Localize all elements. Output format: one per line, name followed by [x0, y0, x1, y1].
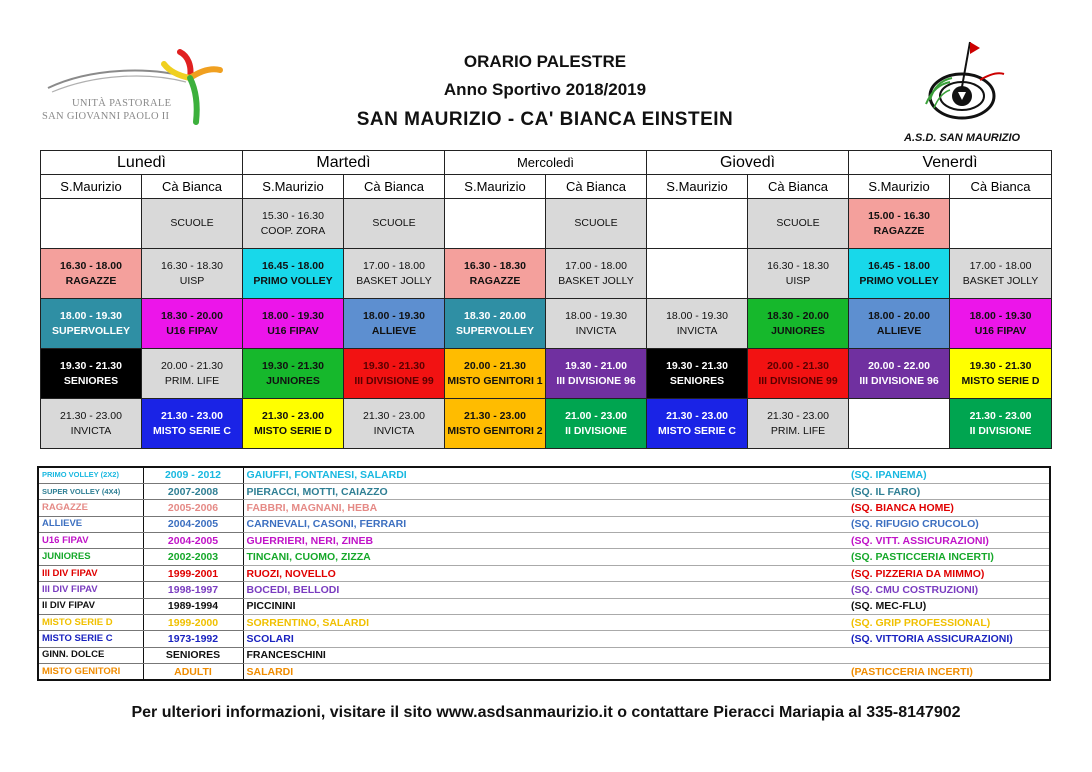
- pastorale-cross-icon: [40, 48, 225, 138]
- legend-coaches: TINCANI, CUOMO, ZIZZA: [243, 549, 848, 565]
- legend-row: [38, 664, 1050, 680]
- teams-legend: [37, 466, 1051, 681]
- slot-time: 20.00 - 21.30: [161, 359, 223, 372]
- slot-team: III DIVISIONE 99: [354, 374, 434, 387]
- legend-coaches: CARNEVALI, CASONI, FERRARI: [243, 516, 848, 532]
- slot-time: 17.00 - 18.00: [363, 259, 425, 272]
- slot-team: SENIORES: [63, 374, 119, 387]
- gym-header: Cà Bianca: [546, 175, 647, 199]
- legend-row: [38, 565, 1050, 581]
- day-header: Mercoledì: [445, 151, 647, 175]
- legend-row: [38, 598, 1050, 614]
- schedule-slot: [445, 399, 546, 449]
- legend-coaches: SORRENTINO, SALARDI: [243, 615, 848, 631]
- legend-coaches: SCOLARI: [243, 631, 848, 647]
- slot-time: 21.30 - 23.00: [969, 409, 1032, 422]
- legend-coaches: PIERACCI, MOTTI, CAIAZZO: [243, 483, 848, 499]
- logo-line-2: SAN GIOVANNI PAOLO II: [42, 111, 170, 122]
- legend-coaches: FABBRI, MAGNANI, HEBA: [243, 500, 848, 516]
- slot-team: ALLIEVE: [876, 324, 922, 337]
- schedule-slot: [445, 349, 546, 399]
- slot-time: 18.30 - 20.00: [767, 309, 829, 322]
- slot-team: SUPERVOLLEY: [456, 324, 534, 337]
- slot-time: 18.00 - 19.30: [363, 309, 425, 322]
- slot-time: 17.00 - 18.00: [969, 259, 1032, 272]
- schedule-row: [41, 299, 1052, 349]
- slot-time: 20.00 - 21.30: [464, 359, 526, 372]
- slot-team: III DIVISIONE 96: [556, 374, 636, 387]
- slot-time: 19.30 - 21.30: [262, 359, 324, 372]
- schedule-slot: [344, 299, 445, 349]
- legend-years: 1999-2000: [143, 615, 243, 631]
- slot-time: 18.00 - 19.30: [565, 309, 627, 322]
- slot-time: 21.30 - 23.00: [666, 409, 728, 422]
- schedule-slot: [950, 349, 1052, 399]
- slot-time: 21.30 - 23.00: [767, 409, 829, 422]
- legend-coaches: PICCININI: [243, 598, 848, 614]
- slot-team: ALLIEVE: [371, 324, 417, 337]
- legend-team: MISTO SERIE D: [38, 615, 143, 631]
- legend-sponsor: (SQ. RIFUGIO CRUCOLO): [848, 516, 1050, 532]
- legend-team: RAGAZZE: [38, 500, 143, 516]
- slot-team: BASKET JOLLY: [558, 274, 634, 287]
- gym-header: S.Maurizio: [41, 175, 142, 199]
- slot-team: PRIM. LIFE: [164, 374, 220, 387]
- legend-years: SENIORES: [143, 647, 243, 663]
- schedule-slot: [344, 399, 445, 449]
- slot-team: BASKET JOLLY: [962, 274, 1039, 287]
- schedule-slot: [41, 399, 142, 449]
- slot-time: 21.30 - 23.00: [464, 409, 526, 422]
- schedule-slot: [344, 249, 445, 299]
- day-header: Martedì: [243, 151, 445, 175]
- schedule-slot: [849, 199, 950, 249]
- contact-footer: Per ulteriori informazioni, visitare il sito www.asdsanmaurizio.it o contattare Pieracci Mariapia al 335-8147902: [131, 704, 961, 721]
- slot-team: MISTO SERIE C: [658, 424, 737, 437]
- slot-team: RAGAZZE: [873, 224, 925, 237]
- slot-team: MISTO SERIE D: [961, 374, 1040, 387]
- legend-row: [38, 500, 1050, 516]
- legend-team: III DIV FIPAV: [38, 565, 143, 581]
- legend-coaches: GUERRIERI, NERI, ZINEB: [243, 533, 848, 549]
- slot-team: MISTO GENITORI 2: [447, 424, 543, 437]
- schedule-slot: [445, 199, 546, 249]
- slot-time: 21.00 - 23.00: [565, 409, 627, 422]
- slot-team: UISP: [785, 274, 811, 287]
- legend-sponsor: (SQ. PASTICCERIA INCERTI): [848, 549, 1050, 565]
- schedule-slot: [546, 299, 647, 349]
- gyms-row: [41, 175, 1052, 199]
- slot-team: COOP. ZORA: [260, 224, 326, 237]
- legend-sponsor: (SQ. BIANCA HOME): [848, 500, 1050, 516]
- legend-team: ALLIEVE: [38, 516, 143, 532]
- schedule-slot: [243, 299, 344, 349]
- schedule-slot: [849, 299, 950, 349]
- legend-coaches: FRANCESCHINI: [243, 647, 848, 663]
- legend-team: SUPER VOLLEY (4X4): [38, 483, 143, 499]
- schedule-slot: [41, 199, 142, 249]
- schedule-slot: [546, 249, 647, 299]
- schedule-table: [40, 150, 1052, 449]
- club-caption: A.S.D. SAN MAURIZIO: [904, 132, 1021, 144]
- legend-team: JUNIORES: [38, 549, 143, 565]
- asd-san-maurizio-logo: [900, 38, 1030, 148]
- slot-team: UISP: [179, 274, 205, 287]
- slot-team: INVICTA: [373, 424, 415, 437]
- slot-time: 16.30 - 18.30: [767, 259, 829, 272]
- legend-sponsor: (PASTICCERIA INCERTI): [848, 664, 1050, 680]
- gym-header: Cà Bianca: [748, 175, 849, 199]
- schedule-slot: [344, 199, 445, 249]
- slot-time: 19.30 - 21.30: [60, 359, 122, 372]
- gym-header: S.Maurizio: [243, 175, 344, 199]
- schedule-slot: [546, 399, 647, 449]
- schedule-row: [41, 199, 1052, 249]
- schedule-slot: [142, 199, 243, 249]
- slot-team: MISTO SERIE C: [153, 424, 231, 437]
- slot-team: JUNIORES: [266, 374, 320, 387]
- schedule-slot: [344, 349, 445, 399]
- legend-years: ADULTI: [143, 664, 243, 680]
- schedule-slot: [243, 349, 344, 399]
- slot-time: SCUOLE: [372, 217, 416, 229]
- legend-years: 1999-2001: [143, 565, 243, 581]
- schedule-slot: [243, 249, 344, 299]
- schedule-slot: [41, 349, 142, 399]
- gym-header: S.Maurizio: [445, 175, 546, 199]
- schedule-slot: [142, 249, 243, 299]
- legend-coaches: BOCEDI, BELLODI: [243, 582, 848, 598]
- schedule-slot: [142, 349, 243, 399]
- days-row: [41, 151, 1052, 175]
- schedule-slot: [849, 249, 950, 299]
- legend-years: 1998-1997: [143, 582, 243, 598]
- slot-time: 19.30 - 21.30: [969, 359, 1032, 372]
- schedule-slot: [647, 199, 748, 249]
- legend-team: II DIV FIPAV: [38, 598, 143, 614]
- schedule-slot: [41, 249, 142, 299]
- season-subtitle: Anno Sportivo 2018/2019: [443, 80, 647, 99]
- legend-team: GINN. DOLCE: [38, 647, 143, 663]
- slot-team: MISTO SERIE D: [254, 424, 332, 437]
- schedule-slot: [243, 399, 344, 449]
- slot-time: 18.00 - 19.30: [60, 309, 122, 322]
- legend-team: III DIV FIPAV: [38, 582, 143, 598]
- legend-row: [38, 467, 1050, 483]
- legend-coaches: RUOZI, NOVELLO: [243, 565, 848, 581]
- slot-time: 15.30 - 16.30: [262, 209, 324, 222]
- slot-team: INVICTA: [676, 324, 718, 337]
- slot-time: 18.00 - 19.30: [666, 309, 728, 322]
- schedule-slot: [748, 399, 849, 449]
- slot-time: 16.30 - 18.30: [464, 259, 526, 272]
- slot-team: RAGAZZE: [65, 274, 117, 287]
- slot-team: III DIVISIONE 99: [758, 374, 838, 387]
- schedule-slot: [41, 299, 142, 349]
- legend-coaches: GAIUFFI, FONTANESI, SALARDI: [243, 467, 848, 483]
- legend-sponsor: (SQ. VITTORIA ASSICURAZIONI): [848, 631, 1050, 647]
- legend-row: [38, 615, 1050, 631]
- slot-time: 19.30 - 21.30: [363, 359, 425, 372]
- legend-row: [38, 582, 1050, 598]
- schedule-slot: [748, 249, 849, 299]
- schedule-slot: [748, 349, 849, 399]
- schedule-slot: [647, 349, 748, 399]
- schedule-slot: [243, 199, 344, 249]
- slot-team: RAGAZZE: [469, 274, 521, 287]
- slot-team: U16 FIPAV: [267, 324, 319, 337]
- schedule-row: [41, 349, 1052, 399]
- schedule-slot: [950, 399, 1052, 449]
- slot-team: PRIM. LIFE: [770, 424, 826, 437]
- schedule-slot: [950, 299, 1052, 349]
- slot-time: 18.00 - 19.30: [262, 309, 324, 322]
- gym-header: S.Maurizio: [849, 175, 950, 199]
- gym-header: S.Maurizio: [647, 175, 748, 199]
- slot-team: MISTO GENITORI 1: [447, 374, 543, 387]
- gym-header: Cà Bianca: [950, 175, 1052, 199]
- venues-subtitle: SAN MAURIZIO - CA' BIANCA EINSTEIN: [356, 109, 734, 130]
- schedule-row: [41, 249, 1052, 299]
- schedule-slot: [445, 249, 546, 299]
- schedule-slot: [546, 349, 647, 399]
- slot-time: SCUOLE: [574, 217, 618, 229]
- club-emblem-icon: [900, 38, 1030, 133]
- schedule-slot: [950, 249, 1052, 299]
- slot-time: 16.45 - 18.00: [262, 259, 324, 272]
- slot-time: 15.00 - 16.30: [868, 209, 930, 222]
- slot-team: BASKET JOLLY: [356, 274, 432, 287]
- legend-team: MISTO SERIE C: [38, 631, 143, 647]
- slot-time: 20.00 - 22.00: [868, 359, 930, 372]
- slot-time: 16.30 - 18.00: [60, 259, 122, 272]
- schedule-slot: [950, 199, 1052, 249]
- legend-years: 2009 - 2012: [143, 467, 243, 483]
- legend-sponsor: (SQ. IPANEMA): [848, 467, 1050, 483]
- slot-time: 17.00 - 18.00: [565, 259, 627, 272]
- legend-years: 2004-2005: [143, 516, 243, 532]
- legend-team: PRIMO VOLLEY (2X2): [38, 467, 143, 483]
- slot-time: 21.30 - 23.00: [363, 409, 425, 422]
- legend-row: [38, 549, 1050, 565]
- legend-years: 1973-1992: [143, 631, 243, 647]
- legend-sponsor: (SQ. MEC-FLU): [848, 598, 1050, 614]
- slot-team: U16 FIPAV: [166, 324, 218, 337]
- logo-line-1: UNITÀ PASTORALE: [72, 98, 172, 109]
- slot-time: 21.30 - 23.00: [262, 409, 324, 422]
- schedule-slot: [142, 299, 243, 349]
- schedule-slot: [445, 299, 546, 349]
- legend-years: 1989-1994: [143, 598, 243, 614]
- slot-time: 21.30 - 23.00: [60, 409, 122, 422]
- slot-team: SUPERVOLLEY: [52, 324, 130, 337]
- slot-time: 18.00 - 19.30: [969, 309, 1032, 322]
- legend-years: 2007-2008: [143, 483, 243, 499]
- slot-team: III DIVISIONE 96: [859, 374, 939, 387]
- schedule-slot: [647, 299, 748, 349]
- legend-sponsor: (SQ. GRIP PROFESSIONAL): [848, 615, 1050, 631]
- unita-pastorale-logo: [40, 48, 225, 138]
- legend-team: MISTO GENITORI: [38, 664, 143, 680]
- legend-row: [38, 533, 1050, 549]
- slot-team: II DIVISIONE: [969, 424, 1032, 437]
- schedule-slot: [647, 249, 748, 299]
- slot-time: 18.00 - 20.00: [868, 309, 930, 322]
- schedule-slot: [748, 299, 849, 349]
- slot-time: 21.30 - 23.00: [161, 409, 223, 422]
- slot-time: 19.30 - 21.00: [565, 359, 627, 372]
- slot-team: JUNIORES: [771, 324, 825, 337]
- slot-team: INVICTA: [575, 324, 617, 337]
- legend-sponsor: [848, 647, 1050, 663]
- schedule-slot: [142, 399, 243, 449]
- slot-team: PRIMO VOLLEY: [859, 274, 939, 287]
- schedule-row: [41, 399, 1052, 449]
- legend-years: 2005-2006: [143, 500, 243, 516]
- day-header: Giovedì: [647, 151, 849, 175]
- day-header: Lunedì: [41, 151, 243, 175]
- legend-coaches: SALARDI: [243, 664, 848, 680]
- slot-time: 20.00 - 21.30: [767, 359, 829, 372]
- slot-team: PRIMO VOLLEY: [253, 274, 333, 287]
- gym-header: Cà Bianca: [344, 175, 445, 199]
- legend-row: [38, 647, 1050, 663]
- slot-time: SCUOLE: [170, 217, 214, 229]
- slot-team: U16 FIPAV: [974, 324, 1027, 337]
- legend-sponsor: (SQ. CMU COSTRUZIONI): [848, 582, 1050, 598]
- slot-time: 16.30 - 18.30: [161, 259, 223, 272]
- slot-time: SCUOLE: [776, 217, 820, 229]
- slot-team: INVICTA: [70, 424, 112, 437]
- legend-sponsor: (SQ. IL FARO): [848, 483, 1050, 499]
- schedule-slot: [748, 199, 849, 249]
- legend-row: [38, 516, 1050, 532]
- legend-years: 2004-2005: [143, 533, 243, 549]
- day-header: Venerdì: [849, 151, 1052, 175]
- legend-years: 2002-2003: [143, 549, 243, 565]
- slot-time: 18.30 - 20.00: [161, 309, 223, 322]
- legend-sponsor: (SQ. PIZZERIA DA MIMMO): [848, 565, 1050, 581]
- slot-time: 19.30 - 21.30: [666, 359, 728, 372]
- schedule-slot: [647, 399, 748, 449]
- legend-sponsor: (SQ. VITT. ASSICURAZIONI): [848, 533, 1050, 549]
- gym-header: Cà Bianca: [142, 175, 243, 199]
- legend-row: [38, 483, 1050, 499]
- schedule-slot: [849, 349, 950, 399]
- slot-team: II DIVISIONE: [565, 424, 627, 437]
- slot-time: 16.45 - 18.00: [868, 259, 930, 272]
- legend-row: [38, 631, 1050, 647]
- schedule-slot: [849, 399, 950, 449]
- slot-team: SENIORES: [669, 374, 725, 387]
- page-title: ORARIO PALESTRE: [463, 52, 627, 71]
- slot-time: 18.30 - 20.00: [464, 309, 526, 322]
- schedule-slot: [546, 199, 647, 249]
- legend-team: U16 FIPAV: [38, 533, 143, 549]
